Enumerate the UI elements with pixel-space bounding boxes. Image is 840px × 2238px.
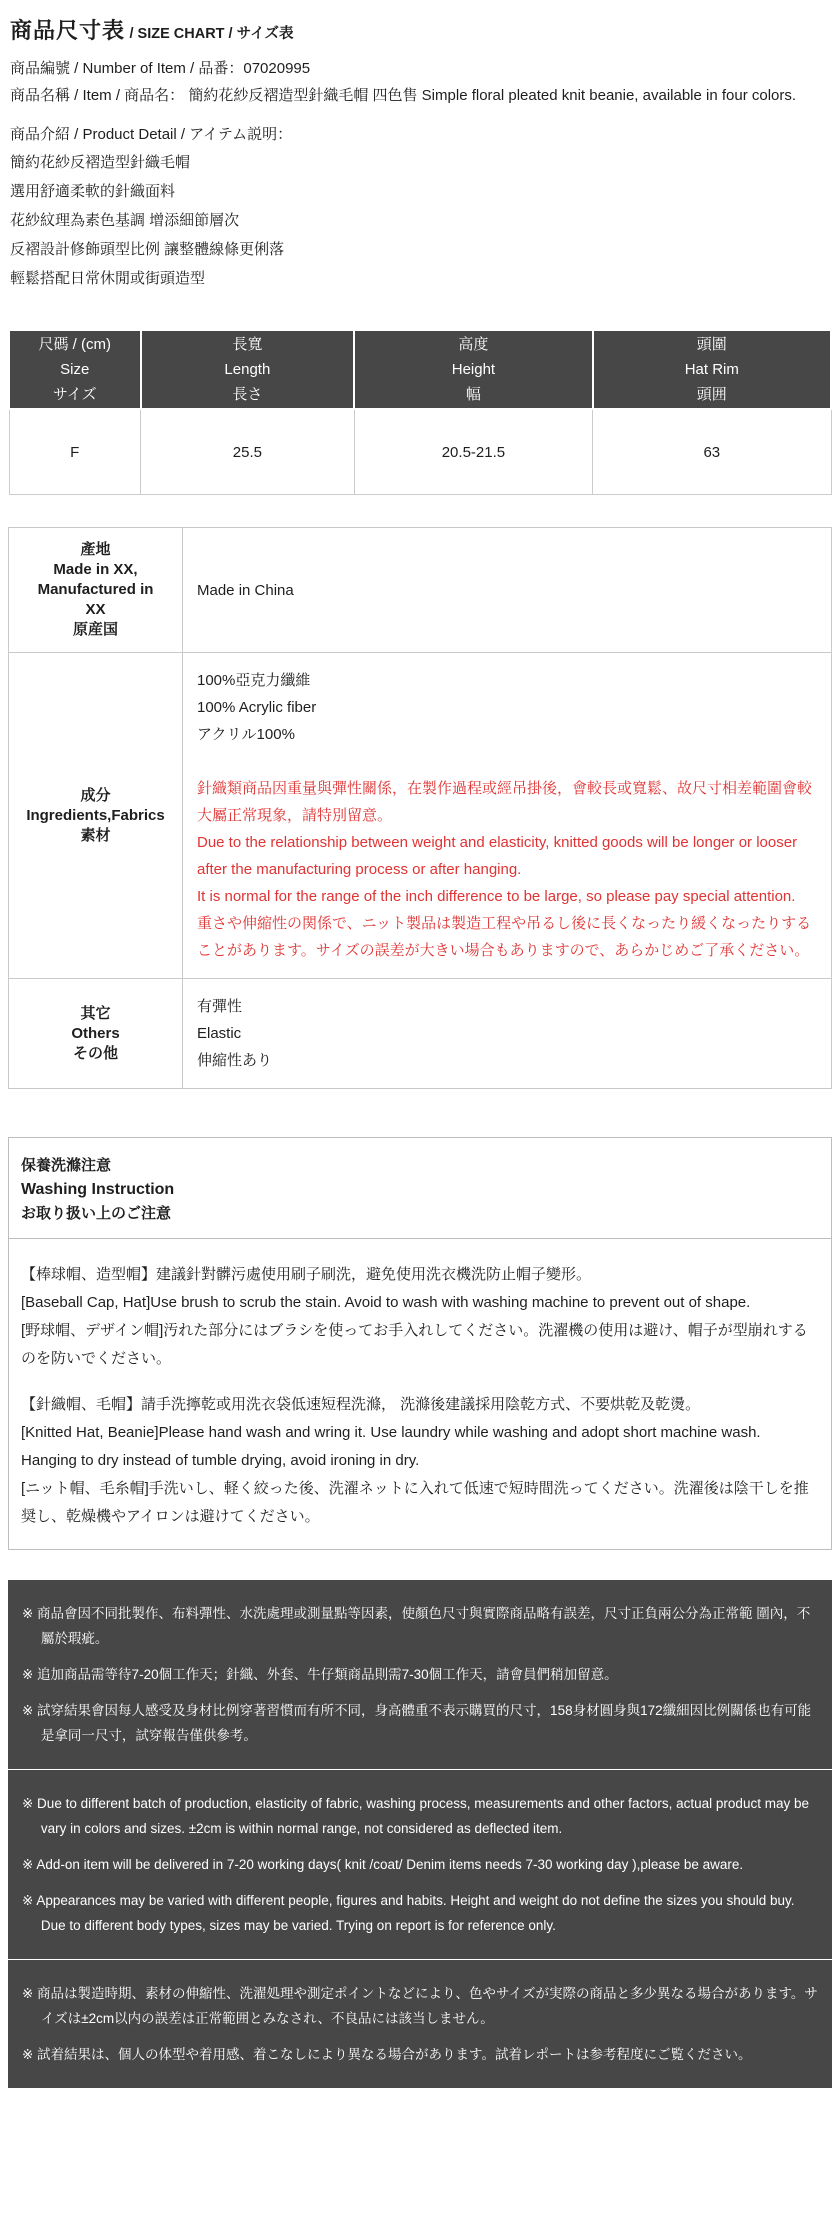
header-line: Manufactured in (37, 581, 154, 598)
page-title (10, 14, 832, 45)
product-detail-line: 反褶設計修飾頭型比例 讓整體線條更俐落 (10, 241, 285, 258)
washing-line: 【棒球帽、造型帽】建議針對髒污處使用刷子刷洗，避免使用洗衣機洗防止帽子變形。 (21, 1266, 592, 1283)
size-chart-table (8, 329, 832, 495)
note-item: ※ 試着結果は、個人の体型や着用感、着こなしにより異なる場合があります。試着レポートは参考程度にご覧ください。 (22, 2047, 752, 2062)
elastic-line: 伸縮性あり (197, 1052, 273, 1069)
origin-row-header (9, 528, 183, 653)
header-line: 成分 (80, 786, 111, 804)
disclaimer-section-en (8, 1770, 832, 1960)
header-line: Length (224, 361, 271, 378)
washing-title-zh: 保養洗滌注意 (21, 1157, 112, 1174)
washing-instructions-body (9, 1239, 831, 1549)
note-item: ※ Due to different batch of production, elasticity of fabric, washing process, measurements and other factors, actual product may be vary in colors and sizes. ±2cm is within normal range, not considered as deflected item. (22, 1796, 809, 1836)
product-detail-description (8, 148, 832, 293)
fabric-line: 100%亞克力纖維 (197, 672, 311, 689)
item-number-line: 商品編號 / Number of Item / 品番：07020995 (10, 60, 311, 77)
length-value-cell: 25.5 (141, 409, 355, 495)
header-line: Ingredients,Fabrics (26, 806, 165, 824)
item-name-line: 商品名稱 / Item / 商品名： 簡約花紗反褶造型針織毛帽 四色售 Simple floral pleated knit beanie, available in four colors. (10, 87, 797, 104)
page-title-suffix: / SIZE CHART / サイズ表 (129, 26, 294, 42)
header-line: 產地 (80, 541, 111, 558)
header-line: その他 (72, 1044, 118, 1062)
washing-line: [Knitted Hat, Beanie]Please hand wash and wring it. Use laundry while washing and adopt short machine wash. Hanging to dry instead of tumble drying, avoid ironing in dry. (21, 1424, 761, 1469)
note-item: ※ Appearances may be varied with different people, figures and habits. Height and weight do not define the sizes you should buy. Due to different body types, sizes may be varied. Trying on report is for reference only. (22, 1893, 795, 1933)
note-item: ※ 商品は製造時期、素材の伸縮性、洗濯処理や測定ポイントなどにより、色やサイズが実際の商品と多少異なる場合があります。サイズは±2cm以内の誤差は正常範囲とみなされ、不良品には該当しません。 (22, 1986, 818, 2026)
header-line: Height (451, 361, 496, 378)
disclaimer-section-jp (8, 1960, 832, 2088)
size-table-header-height (354, 330, 592, 409)
origin-row (9, 528, 832, 653)
washing-line: 【針織帽、毛帽】請手洗擰乾或用洗衣袋低速短程洗滌， 洗滌後建議採用陰乾方式、不要烘乾及乾燙。 (21, 1396, 701, 1413)
elastic-line: Elastic (197, 1025, 242, 1042)
washing-paragraph-cap-hat (21, 1261, 819, 1373)
hat-rim-value-cell: 63 (593, 409, 831, 495)
fabric-line: 100% Acrylic fiber (197, 699, 317, 716)
fabric-line: アクリル100% (197, 726, 295, 743)
washing-line: [Baseball Cap, Hat]Use brush to scrub the stain. Avoid to wash with washing machine to prevent out of shape. (21, 1294, 751, 1311)
height-value-cell: 20.5-21.5 (354, 409, 592, 495)
header-line: 長さ (232, 386, 263, 403)
product-detail-line: 選用舒適柔軟的針織面料 (10, 183, 176, 200)
header-line: XX (85, 601, 106, 618)
header-line: 長寬 (232, 336, 263, 353)
disclaimer-section-zh (8, 1580, 832, 1770)
washing-instructions-box (8, 1137, 832, 1550)
size-value-cell: F (9, 409, 141, 495)
product-detail-heading: 商品介紹 / Product Detail / アイテム説明： (10, 126, 293, 143)
note-item: ※ 商品會因不同批製作、布料彈性、水洗處理或測量點等因素，使顏色尺寸與實際商品略有誤差，尺寸正負兩公分為正常範 圍內，不屬於瑕疵。 (22, 1606, 811, 1646)
ingredients-content (183, 653, 832, 979)
product-info-table (8, 527, 832, 1089)
knit-warning-line: Due to the relationship between weight and elasticity, knitted goods will be longer or looser after the manufacturing process or after hanging. (197, 834, 798, 878)
washing-line: [ニット帽、毛糸帽]手洗いし、軽く絞った後、洗濯ネットに入れて低速で短時間洗ってください。洗濯後は陰干しを推奨し、乾燥機やアイロンは避けてください。 (21, 1480, 809, 1525)
knit-warning-line: 針織類商品因重量與彈性關係，在製作過程或經吊掛後，會較長或寬鬆、故尺寸相差範圍會較大屬正常現象，請特別留意。 (197, 780, 813, 824)
header-line: 尺碼 / (cm) (38, 336, 111, 353)
note-item: ※ 試穿結果會因每人感受及身材比例穿著習慣而有所不同，身高體重不表示購買的尺寸，158身材圓身與172纖細因比例關係也有可能是拿同一尺寸，試穿報告僅供參考。 (22, 1703, 812, 1743)
ingredients-row (9, 653, 832, 979)
washing-paragraph-knit-beanie (21, 1391, 819, 1531)
size-table-header-hat-rim (593, 330, 831, 409)
size-table-header-length (141, 330, 355, 409)
header-line: 幅 (465, 386, 481, 403)
header-line: Hat Rim (684, 361, 739, 378)
washing-instructions-title (9, 1138, 831, 1239)
others-row (9, 979, 832, 1089)
knit-warning-line: It is normal for the range of the inch difference to be large, so please pay special attention. (197, 888, 796, 905)
size-table-data-row (9, 409, 831, 495)
disclaimer-footer (8, 1580, 832, 2088)
washing-line: [野球帽、デザイン帽]汚れた部分にはブラシを使ってお手入れしてください。洗濯機の使用は避け、帽子が型崩れするのを防いでください。 (21, 1322, 808, 1367)
note-item: ※ Add-on item will be delivered in 7-20 working days( knit /coat/ Denim items needs 7-30 working day ),please be aware. (22, 1857, 744, 1872)
header-line: サイズ (52, 386, 97, 403)
header-line: Made in XX, (53, 561, 138, 578)
size-table-header-size (9, 330, 141, 409)
product-detail-line: 輕鬆搭配日常休閒或街頭造型 (10, 270, 206, 287)
elastic-line: 有彈性 (197, 998, 243, 1015)
others-row-header (9, 979, 183, 1089)
header-line: 高度 (458, 336, 489, 353)
product-detail-line: 簡約花紗反褶造型針織毛帽 (10, 154, 191, 171)
page-title-main: 商品尺寸表 (10, 18, 126, 43)
note-item: ※ 追加商品需等待7-20個工作天；針織、外套、牛仔類商品則需7-30個工作天，請會員們稍加留意。 (22, 1667, 618, 1682)
header-line: 頭囲 (696, 386, 727, 403)
product-detail-line: 花紗紋理為素色基調 增添細節層次 (10, 212, 240, 229)
washing-title-en: Washing Instruction (21, 1181, 175, 1198)
origin-value: Made in China (183, 528, 832, 653)
header-line: 頭圍 (696, 336, 727, 353)
header-line: 其它 (80, 1004, 111, 1022)
ingredients-row-header (9, 653, 183, 979)
blank-line (197, 748, 817, 775)
header-line: 素材 (80, 826, 111, 844)
header-line: Size (60, 361, 90, 378)
washing-title-jp: お取り扱い上のご注意 (21, 1205, 172, 1222)
header-line: Others (71, 1024, 120, 1042)
knit-warning-line: 重さや伸縮性の関係で、ニット製品は製造工程や吊るし後に長くなったり緩くなったりすることがあります。サイズの誤差が大きい場合もありますので、あらかじめご了承ください。 (197, 915, 812, 959)
header-line: 原産国 (72, 621, 118, 638)
size-table-header-row (9, 330, 831, 409)
others-content (183, 979, 832, 1089)
